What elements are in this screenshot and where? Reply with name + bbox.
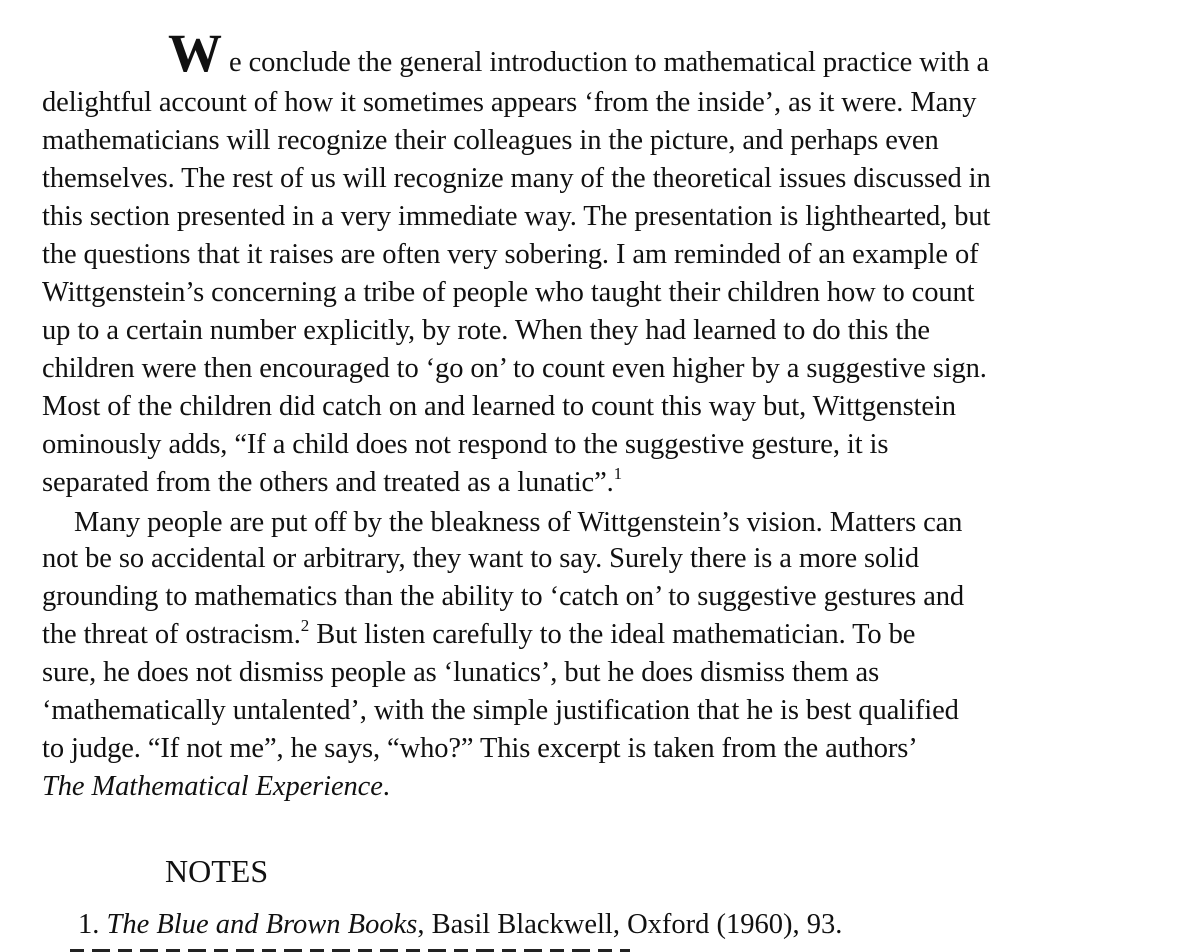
- paragraph-2-line-5: sure, he does not dismiss people as ‘lunatics’, but he does dismiss them as: [42, 657, 880, 688]
- paragraph-1-line-5: this section presented in a very immediate way. The presentation is lighthearted, but: [42, 201, 991, 232]
- paragraph-2-line-4-start: the threat of ostracism.: [42, 619, 301, 650]
- paragraph-1-line-4: themselves. The rest of us will recognize many of the theoretical issues discussed in: [42, 163, 991, 194]
- cutoff-next-line: [70, 946, 630, 952]
- paragraph-1-line-3: mathematicians will recognize their colleagues in the picture, and perhaps even: [42, 125, 939, 156]
- footnote-ref-1: 1: [613, 464, 623, 483]
- paragraph-2-line-2: not be so accidental or arbitrary, they want to say. Surely there is a more solid: [42, 543, 919, 574]
- note-rest: , Basil Blackwell, Oxford (1960), 93.: [417, 909, 843, 940]
- note-item-1: [78, 908, 842, 942]
- paragraph-2-line-4-end: But listen carefully to the ideal mathematician. To be: [309, 619, 916, 650]
- paragraph-2-line-8-end: .: [382, 771, 390, 802]
- paragraph-2-line-7: to judge. “If not me”, he says, “who?” This excerpt is taken from the authors’: [42, 733, 918, 764]
- note-title-italic: The Blue and Brown Books: [106, 909, 418, 940]
- paragraph-1-line-1: e conclude the general introduction to mathematical practice with a: [229, 47, 990, 78]
- paragraph-2-line-6: ‘mathematically untalented’, with the simple justification that he is best qualified: [42, 695, 959, 726]
- paragraph-1-line-6: the questions that it raises are often very sobering. I am reminded of an example of: [42, 239, 979, 270]
- paragraph-2-line-8: [42, 770, 390, 804]
- paragraph-1-line-7: Wittgenstein’s concerning a tribe of people who taught their children how to count: [42, 277, 975, 308]
- footnote-ref-2: 2: [300, 616, 310, 635]
- paragraph-1-line-9: children were then encouraged to ‘go on’ to count even higher by a suggestive sign.: [42, 353, 987, 384]
- paragraph-2-line-1: Many people are put off by the bleakness of Wittgenstein’s vision. Matters can: [74, 507, 963, 538]
- paragraph-2-line-3: grounding to mathematics than the ability to ‘catch on’ to suggestive gestures and: [42, 581, 965, 612]
- notes-heading: NOTES: [165, 853, 269, 889]
- paragraph-1-line-8: up to a certain number explicitly, by rote. When they had learned to do this the: [42, 315, 930, 346]
- paragraph-1-line-10: Most of the children did catch on and learned to count this way but, Wittgenstein: [42, 391, 956, 422]
- paragraph-1-line-2: delightful account of how it sometimes appears ‘from the inside’, as it were. Many: [42, 87, 977, 118]
- note-number: 1.: [78, 909, 100, 940]
- paragraph-1-line-12: [42, 466, 622, 500]
- book-title-italic: The Mathematical Experience: [42, 771, 383, 802]
- drop-cap: W: [168, 23, 220, 83]
- paragraph-2-line-4: [42, 618, 915, 652]
- paragraph-1-line-12-text: separated from the others and treated as a lunatic”.: [42, 467, 614, 498]
- paragraph-1-line-11: ominously adds, “If a child does not respond to the suggestive gesture, it is: [42, 429, 889, 460]
